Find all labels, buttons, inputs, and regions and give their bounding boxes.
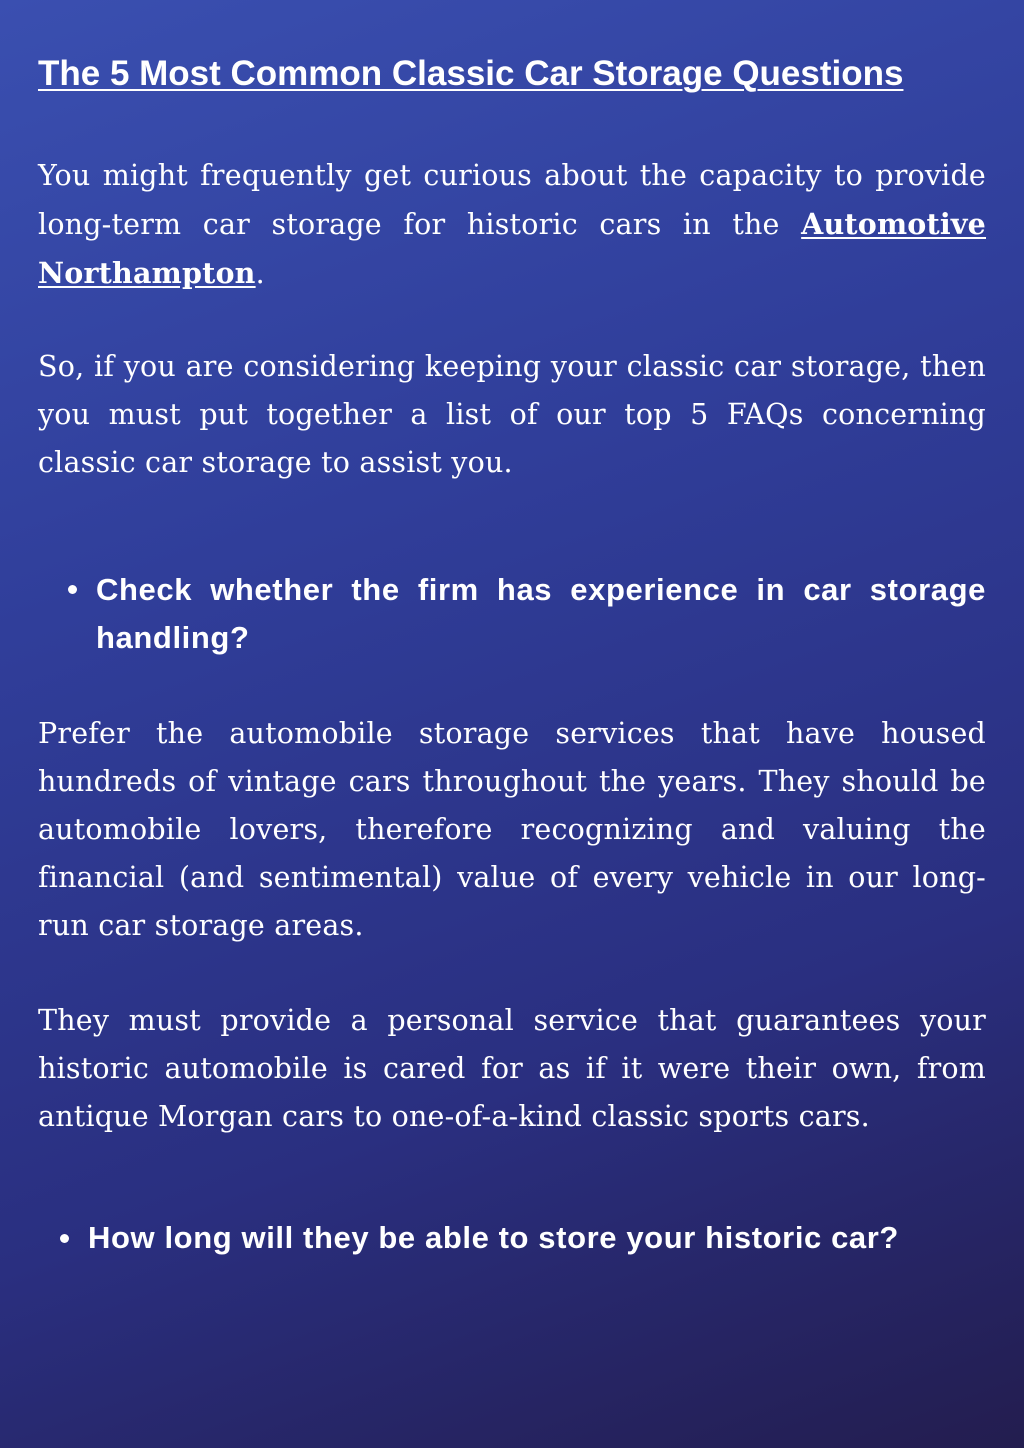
intro-paragraph xyxy=(38,152,986,298)
intro-period: . xyxy=(255,257,265,290)
paragraph-prefer: Prefer the automobile storage services that have housed hundreds of vintage cars throughout the years. They should be automobile lovers, therefore recognizing and valuing the financial (and sentimental) value of every vehicle in our long-run car storage areas. xyxy=(38,717,986,942)
paragraph-considering: So, if you are considering keeping your classic car storage, then you must put together a list of our top 5 FAQs concerning classic car storage to assist you. xyxy=(38,350,986,479)
page-title: The 5 Most Common Classic Car Storage Questions xyxy=(38,54,904,93)
question-1-heading: Check whether the firm has experience in car storage handling? xyxy=(96,572,986,655)
paragraph-personal-service: They must provide a personal service that guarantees your historic automobile is cared for as if it were their own, from antique Morgan cars to one-of-a-kind classic sports cars. xyxy=(38,1004,986,1133)
question-2-heading: How long will they be able to store your historic car? xyxy=(88,1220,899,1255)
automotive-northampton-link[interactable]: Automotive Northampton xyxy=(38,207,986,290)
bullet-dot-1 xyxy=(68,585,77,594)
bullet-dot-2 xyxy=(60,1234,69,1243)
intro-text: You might frequently get curious about the capacity to provide long-term car storage for historic cars in the xyxy=(38,159,986,241)
